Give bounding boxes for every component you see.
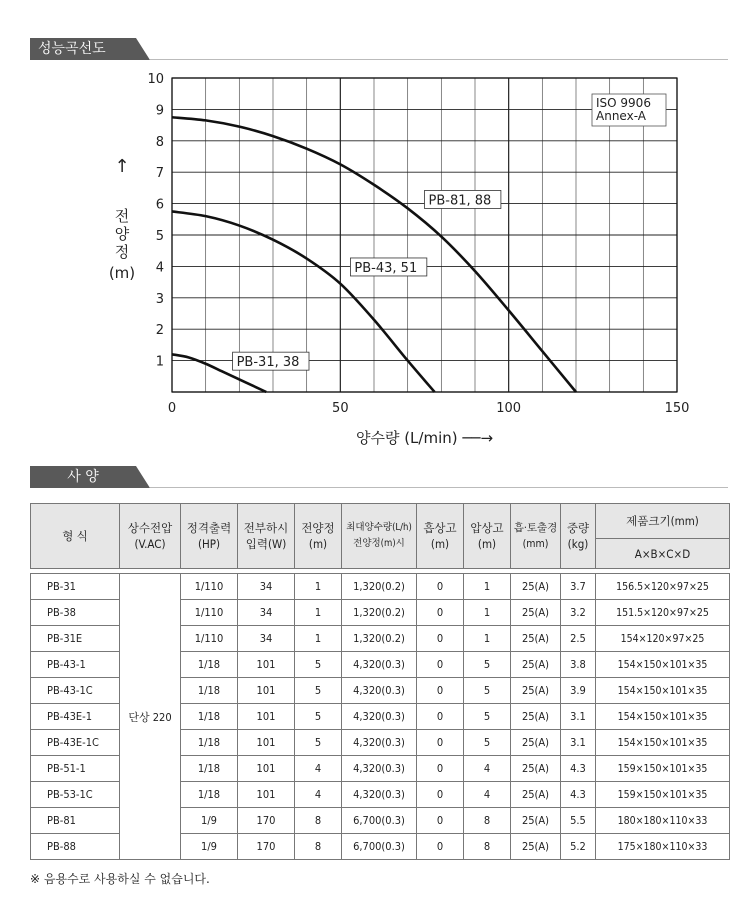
table-cell: 8	[295, 834, 342, 860]
chart-labels	[109, 94, 666, 447]
y-tick-label: 1	[155, 354, 164, 370]
y-tick-label: 9	[155, 103, 164, 119]
table-cell: 154×150×101×35	[596, 652, 730, 678]
spec-section-tab	[30, 466, 136, 488]
x-tick-label: 0	[167, 401, 177, 416]
table-cell: 180×180×110×33	[596, 808, 730, 834]
table-cell: 101	[238, 756, 295, 782]
header-bore: 흡·토출경 (mm)	[511, 504, 561, 569]
chart-section-title: 성능곡선도	[38, 41, 106, 57]
table-cell: 25(A)	[511, 574, 561, 600]
table-cell: 4	[464, 782, 511, 808]
table-cell: 1	[295, 600, 342, 626]
table-cell: 5	[464, 652, 511, 678]
cell-model: PB-38	[31, 600, 120, 626]
cell-model: PB-81	[31, 808, 120, 834]
y-tick-label: 2	[155, 323, 164, 339]
table-cell: 25(A)	[511, 756, 561, 782]
x-tick-label: 100	[496, 401, 522, 416]
iso-annotation-text: Annex-A	[596, 109, 646, 123]
table-cell: 25(A)	[511, 600, 561, 626]
table-cell: 1/18	[181, 730, 238, 756]
table-cell: 25(A)	[511, 834, 561, 860]
y-tick-label: 5	[155, 229, 164, 244]
table-cell: 5	[464, 730, 511, 756]
table-cell: 25(A)	[511, 730, 561, 756]
table-row	[31, 574, 730, 600]
table-cell: 1	[464, 626, 511, 652]
table-cell: 0	[417, 808, 464, 834]
table-cell: 4,320(0.3)	[342, 756, 417, 782]
cell-model: PB-31E	[31, 626, 120, 652]
y-tick-label: 8	[155, 134, 164, 150]
table-cell: 4,320(0.3)	[342, 652, 417, 678]
table-cell: 4,320(0.3)	[342, 730, 417, 756]
table-cell: 0	[417, 600, 464, 626]
table-cell: 1,320(0.2)	[342, 574, 417, 600]
table-cell: 1/110	[181, 574, 238, 600]
table-cell: 1	[295, 626, 342, 652]
table-cell: 5	[464, 704, 511, 730]
table-cell: 154×150×101×35	[596, 704, 730, 730]
cell-voltage: 단상 220	[120, 574, 181, 860]
table-cell: 1/9	[181, 808, 238, 834]
table-cell: 3.2	[561, 600, 596, 626]
series-label: PB-43, 51	[354, 260, 418, 276]
table-cell: 0	[417, 652, 464, 678]
header-size: 제품크기(mm)	[596, 504, 730, 539]
table-cell: 8	[464, 808, 511, 834]
cell-model: PB-43E-1	[31, 704, 120, 730]
table-cell: 1/18	[181, 678, 238, 704]
header-power: 정격출력 (HP)	[181, 504, 238, 569]
y-axis-label: 정	[114, 243, 130, 261]
table-cell: 4	[295, 756, 342, 782]
x-tick-label: 50	[332, 401, 349, 416]
header-head: 전양정 (m)	[295, 504, 342, 569]
table-cell: 5	[295, 678, 342, 704]
table-cell: 151.5×120×97×25	[596, 600, 730, 626]
iso-annotation-text: ISO 9906	[596, 96, 651, 110]
table-cell: 1,320(0.2)	[342, 626, 417, 652]
table-cell: 170	[238, 834, 295, 860]
table-cell: 4.3	[561, 782, 596, 808]
cell-model: PB-43-1	[31, 652, 120, 678]
table-cell: 4	[464, 756, 511, 782]
table-cell: 25(A)	[511, 808, 561, 834]
series-label: PB-81, 88	[428, 193, 492, 209]
table-cell: 2.5	[561, 626, 596, 652]
x-axis-label: 양수량 (L/min) ──→	[355, 429, 494, 447]
header-size-sub: A×B×C×D	[596, 539, 730, 569]
table-cell: 0	[417, 782, 464, 808]
table-cell: 175×180×110×33	[596, 834, 730, 860]
table-cell: 4,320(0.3)	[342, 782, 417, 808]
header-flow: 최대양수량(L/h) 전양정(m)시	[342, 504, 417, 569]
table-cell: 25(A)	[511, 626, 561, 652]
table-cell: 1,320(0.2)	[342, 600, 417, 626]
table-cell: 5	[295, 704, 342, 730]
table-cell: 34	[238, 574, 295, 600]
header-suction: 흡상고 (m)	[417, 504, 464, 569]
table-cell: 4.3	[561, 756, 596, 782]
table-cell: 3.1	[561, 730, 596, 756]
cell-model: PB-51-1	[31, 756, 120, 782]
table-cell: 1/18	[181, 782, 238, 808]
header-weight: 중량 (kg)	[561, 504, 596, 569]
table-cell: 0	[417, 834, 464, 860]
table-cell: 25(A)	[511, 678, 561, 704]
table-cell: 34	[238, 600, 295, 626]
table-cell: 0	[417, 704, 464, 730]
table-cell: 34	[238, 626, 295, 652]
table-cell: 3.8	[561, 652, 596, 678]
table-cell: 25(A)	[511, 782, 561, 808]
table-cell: 1/18	[181, 704, 238, 730]
table-cell: 0	[417, 730, 464, 756]
table-cell: 101	[238, 704, 295, 730]
table-cell: 159×150×101×35	[596, 782, 730, 808]
table-cell: 154×150×101×35	[596, 678, 730, 704]
table-cell: 5	[464, 678, 511, 704]
series-label: PB-31, 38	[236, 355, 300, 371]
table-cell: 8	[295, 808, 342, 834]
table-cell: 156.5×120×97×25	[596, 574, 730, 600]
y-axis-label: 전	[114, 207, 130, 225]
x-tick-label: 150	[664, 401, 690, 416]
spec-section-divider	[150, 487, 728, 488]
header-voltage: 상수전압 (V.AC)	[120, 504, 181, 569]
footnote: ※ 음용수로 사용하실 수 없습니다.	[30, 872, 210, 886]
y-tick-label: 6	[155, 197, 164, 213]
table-cell: 1	[464, 574, 511, 600]
spec-section-title: 사 양	[67, 469, 99, 485]
table-cell: 159×150×101×35	[596, 756, 730, 782]
table-cell: 3.9	[561, 678, 596, 704]
table-cell: 101	[238, 730, 295, 756]
spec-table	[30, 503, 730, 860]
table-cell: 170	[238, 808, 295, 834]
header-pressure: 압상고 (m)	[464, 504, 511, 569]
table-cell: 3.7	[561, 574, 596, 600]
cell-model: PB-31	[31, 574, 120, 600]
table-cell: 4	[295, 782, 342, 808]
table-cell: 1	[464, 600, 511, 626]
table-cell: 1/110	[181, 626, 238, 652]
table-cell: 4,320(0.3)	[342, 678, 417, 704]
cell-model: PB-43-1C	[31, 678, 120, 704]
table-cell: 5.2	[561, 834, 596, 860]
y-tick-label: 3	[155, 291, 164, 307]
y-axis-label: 양	[114, 225, 130, 243]
table-cell: 101	[238, 678, 295, 704]
table-cell: 101	[238, 652, 295, 678]
table-cell: 101	[238, 782, 295, 808]
table-cell: 4,320(0.3)	[342, 704, 417, 730]
table-cell: 0	[417, 574, 464, 600]
table-cell: 5.5	[561, 808, 596, 834]
header-model: 형 식	[31, 504, 120, 569]
table-cell: 154×120×97×25	[596, 626, 730, 652]
cell-model: PB-43E-1C	[31, 730, 120, 756]
y-axis-label: ↑	[114, 156, 130, 177]
cell-model: PB-88	[31, 834, 120, 860]
table-cell: 1/110	[181, 600, 238, 626]
y-tick-label: 4	[155, 260, 164, 276]
table-cell: 1/18	[181, 652, 238, 678]
header-input: 전부하시 입력(W)	[238, 504, 295, 569]
table-cell: 25(A)	[511, 704, 561, 730]
table-cell: 154×150×101×35	[596, 730, 730, 756]
table-cell: 5	[295, 652, 342, 678]
table-cell: 5	[295, 730, 342, 756]
y-tick-label: 7	[155, 166, 164, 182]
table-cell: 3.1	[561, 704, 596, 730]
table-cell: 8	[464, 834, 511, 860]
table-cell: 6,700(0.3)	[342, 834, 417, 860]
table-cell: 0	[417, 678, 464, 704]
table-cell: 6,700(0.3)	[342, 808, 417, 834]
table-cell: 1	[295, 574, 342, 600]
y-tick-label: 10	[147, 72, 164, 87]
y-axis-label: (m)	[108, 264, 136, 282]
table-cell: 0	[417, 756, 464, 782]
table-cell: 0	[417, 626, 464, 652]
table-cell: 25(A)	[511, 652, 561, 678]
cell-model: PB-53-1C	[31, 782, 120, 808]
table-cell: 1/9	[181, 834, 238, 860]
table-cell: 1/18	[181, 756, 238, 782]
